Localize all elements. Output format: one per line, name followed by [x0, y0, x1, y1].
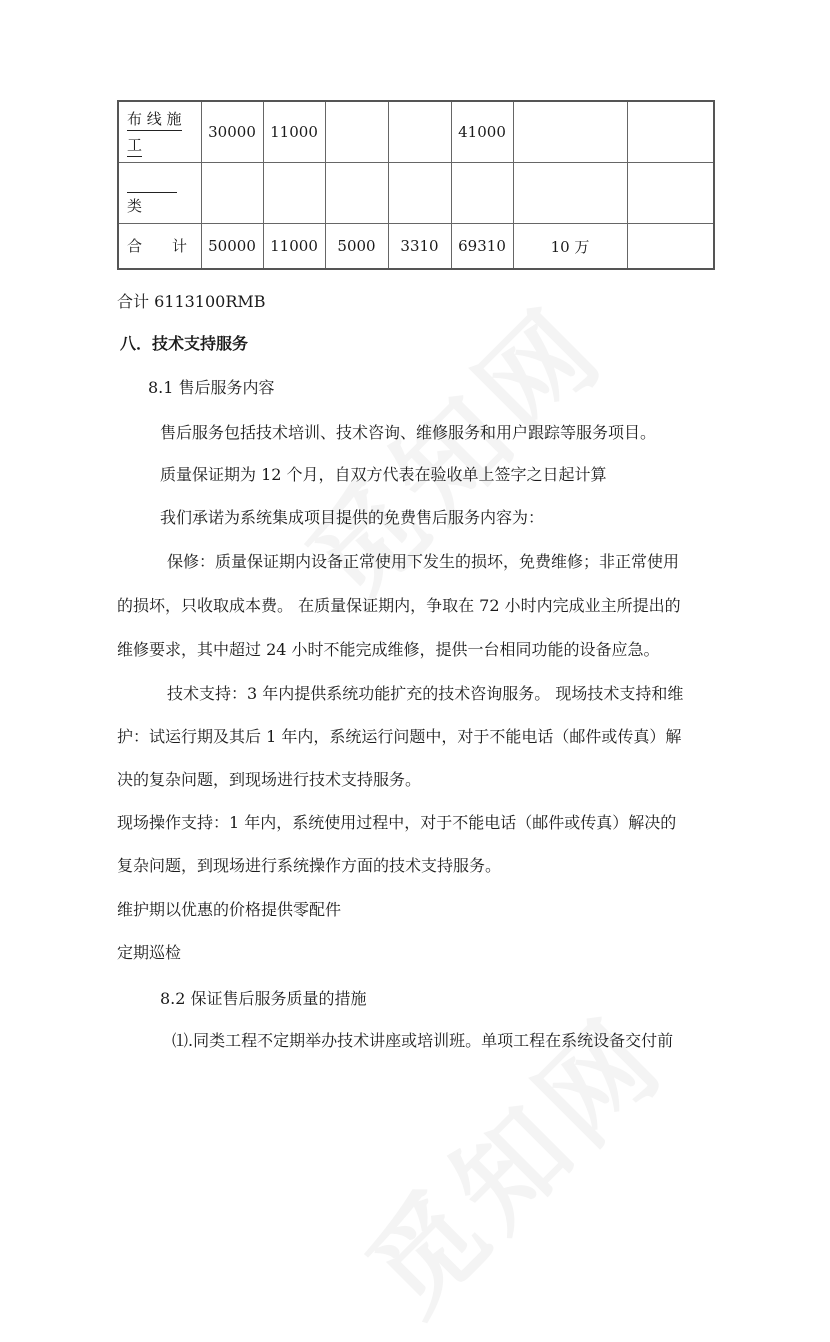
table-cell: 5000 — [325, 224, 388, 270]
table-cell: 30000 — [201, 101, 263, 163]
paragraph-line: 现场操作支持：1 年内，系统使用过程中，对于不能电话（邮件或传真）解决的 — [117, 813, 677, 832]
table-cell-category: 布 线 施 工 — [118, 101, 201, 163]
paragraph: 我们承诺为系统集成项目提供的免费售后服务内容为： — [160, 508, 545, 527]
table-row-total — [118, 224, 714, 270]
paragraph: 维护期以优惠的价格提供零配件 — [117, 900, 342, 919]
paragraph-line: 护：试运行期及其后 1 年内，系统运行问题中，对于不能电话（邮件或传真）解 — [117, 727, 682, 746]
subsection-title: 8.1 售后服务内容 — [148, 378, 275, 397]
paragraph: 售后服务包括技术培训、技术咨询、维修服务和用户跟踪等服务项目。 — [160, 423, 657, 442]
cost-table — [117, 100, 715, 270]
table-cell — [325, 163, 388, 224]
table-cell — [388, 163, 451, 224]
table-cell — [513, 101, 627, 163]
paragraph-line: 维修要求，其中超过 24 小时不能完成维修，提供一台相同功能的设备应急。 — [117, 640, 660, 659]
table-cell — [627, 101, 714, 163]
paragraph-line: 的损坏，只收取成本费。 在质量保证期内，争取在 72 小时内完成业主所提出的 — [117, 596, 681, 615]
section-title: 八．技术支持服务 — [120, 334, 249, 353]
paragraph: 定期巡检 — [117, 943, 182, 962]
paragraph-line: 技术支持：3 年内提供系统功能扩充的技术咨询服务。 现场技术支持和维 — [167, 684, 684, 703]
table-cell: 69310 — [451, 224, 513, 270]
watermark — [267, 266, 633, 632]
table-cell — [627, 224, 714, 270]
paragraph: ⑴.同类工程不定期举办技术讲座或培训班。单项工程在系统设备交付前 — [172, 1031, 674, 1050]
table-cell: 10 万 — [513, 224, 627, 270]
table-row — [118, 101, 714, 163]
total-line: 合计 6113100RMB — [117, 292, 266, 311]
table-row — [118, 163, 714, 224]
subsection-title: 8.2 保证售后服务质量的措施 — [160, 989, 367, 1008]
table-cell — [513, 163, 627, 224]
table-cell — [388, 101, 451, 163]
table-cell — [201, 163, 263, 224]
table-cell-category: 类 — [118, 163, 201, 224]
paragraph-line: 保修：质量保证期内设备正常使用下发生的损坏，免费维修；非正常使用 — [167, 552, 680, 571]
paragraph-line: 复杂问题，到现场进行系统操作方面的技术支持服务。 — [117, 856, 502, 875]
table-cell — [263, 163, 325, 224]
table-cell: 41000 — [451, 101, 513, 163]
table-cell — [627, 163, 714, 224]
table-cell: 11000 — [263, 101, 325, 163]
table-cell: 11000 — [263, 224, 325, 270]
table-cell: 3310 — [388, 224, 451, 270]
table-cell-category: 合 计 — [118, 224, 201, 270]
table-cell — [451, 163, 513, 224]
paragraph-line: 决的复杂问题，到现场进行技术支持服务。 — [117, 770, 422, 789]
table-cell: 50000 — [201, 224, 263, 270]
paragraph: 质量保证期为 12 个月，自双方代表在验收单上签字之日起计算 — [160, 465, 607, 484]
table-cell — [325, 101, 388, 163]
